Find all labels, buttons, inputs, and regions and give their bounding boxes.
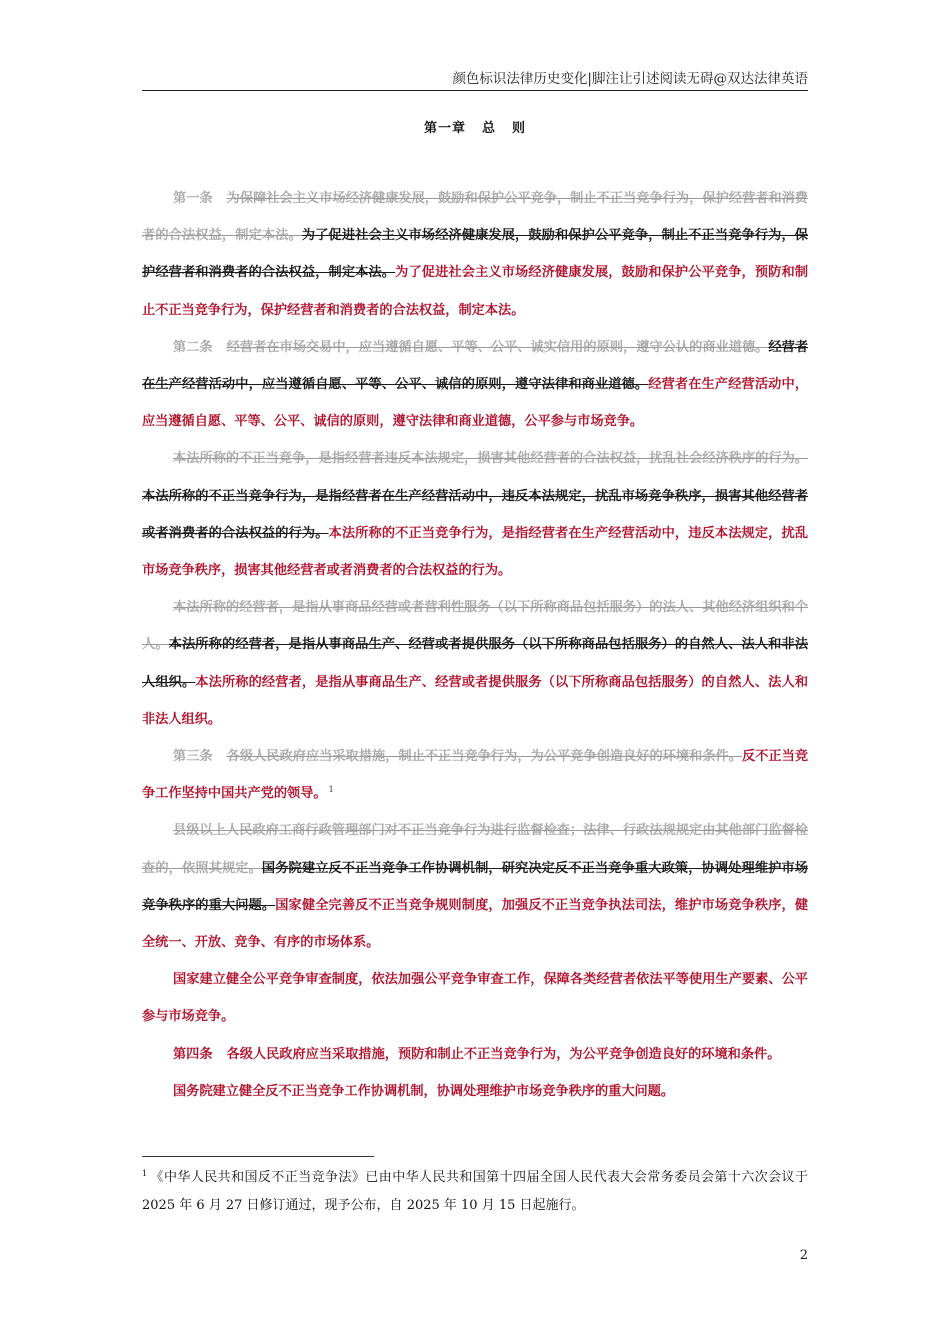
chapter-title-char-1: 总 bbox=[481, 121, 496, 136]
article-2-para-2 bbox=[142, 440, 808, 589]
article-1-deleted-revision: 为了促进社会主义市场经济健康发展，鼓励和保护公平竞争，制止不正当竞争行为，保护经营者和消费者的合法权益，制定本法。 bbox=[142, 228, 808, 281]
footnote-separator bbox=[142, 1156, 374, 1157]
article-3-p2-current: 国家健全完善反不正当竞争规则制度，加强反不正当竞争执法司法，维护市场竞争秩序，健全统一、开放、竞争、有序的市场体系。 bbox=[142, 897, 809, 951]
article-4-label: 第四条 bbox=[173, 1046, 213, 1062]
article-2-p3-current: 本法所称的经营者，是指从事商品生产、经营或者提供服务（以下所称商品包括服务）的自然人、法人和非法人组织。 bbox=[142, 674, 809, 727]
chapter-title-char-2: 则 bbox=[512, 121, 527, 136]
article-3-p2-deleted-revision: 国务院建立反不正当竞争工作协调机制，研究决定反不正当竞争重大政策，协调处理维护市场竞争秩序的重大问题。 bbox=[142, 860, 808, 913]
article-3-p1-current: 反不正当竞争工作坚持中国共产党的领导。 bbox=[142, 749, 809, 802]
article-3-p3-current: 国家建立健全公平竞争审查制度，依法加强公平竞争审查工作，保障各类经营者依法平等使用生产要素、公平参与市场竞争。 bbox=[142, 972, 808, 1025]
article-1-current: 为了促进社会主义市场经济健康发展，鼓励和保护公平竞争，预防和制止不正当竞争行为，保护经营者和消费者的合法权益，制定本法。 bbox=[142, 265, 809, 318]
article-2-p1-deleted-original: 经营者在市场交易中，应当遵循自愿、平等、公平、诚实信用的原则，遵守公认的商业道德。 bbox=[226, 339, 769, 355]
article-1-deleted-original: 为保障社会主义市场经济健康发展，鼓励和保护公平竞争，制止不正当竞争行为，保护经营者和消费者的合法权益，制定本法。 bbox=[142, 191, 808, 244]
article-3-p2-deleted-original: 县级以上人民政府工商行政管理部门对不正当竞争行为进行监督检查；法律、行政法规规定由其他部门监督检查的，依照其规定。 bbox=[142, 823, 808, 876]
article-3-para-3 bbox=[142, 961, 808, 1035]
article-1 bbox=[142, 180, 808, 329]
article-4-p1-current: 各级人民政府应当采取措施，预防和制止不正当竞争行为，为公平竞争创造良好的环境和条件。 bbox=[226, 1046, 781, 1062]
footnote-text: 《中华人民共和国反不正当竞争法》已由中华人民共和国第十四届全国人民代表大会常务委员会第十六次会议于 2025 年 6 月 27 日修订通过，现予公布，自 2025 年 10 月 15 日起施行。 bbox=[142, 1170, 808, 1213]
article-2-p1-current: 经营者在生产经营活动中，应当遵循自愿、平等、公平、诚信的原则，遵守法律和商业道德，公平参与市场竞争。 bbox=[142, 377, 809, 430]
article-2-para-3 bbox=[142, 589, 808, 738]
article-2-p3-deleted-revision: 本法所称的经营者，是指从事商品生产、经营或者提供服务（以下所称商品包括服务）的自然人、法人和非法人组织。 bbox=[142, 637, 809, 690]
document-body bbox=[142, 180, 808, 1110]
article-3-label: 第三条 bbox=[173, 749, 213, 765]
article-2-p2-current: 本法所称的不正当竞争行为，是指经营者在生产经营活动中，违反本法规定，扰乱市场竞争秩序，损害其他经营者或者消费者的合法权益的行为。 bbox=[142, 525, 809, 579]
article-4-p2-current: 国务院建立健全反不正当竞争工作协调机制，协调处理维护市场竞争秩序的重大问题。 bbox=[173, 1083, 675, 1099]
article-2-p2-deleted-original: 本法所称的不正当竞争，是指经营者违反本法规定，损害其他经营者的合法权益，扰乱社会经济秩序的行为。 bbox=[173, 451, 808, 467]
chapter-number: 第一章 bbox=[423, 121, 466, 136]
article-2-p3-deleted-original: 本法所称的经营者，是指从事商品经营或者营利性服务（以下所称商品包括服务）的法人、其他经济组织和个人。 bbox=[142, 600, 808, 653]
article-2-p1-deleted-revision: 经营者在生产经营活动中，应当遵循自愿、平等、公平、诚信的原则，遵守法律和商业道德。 bbox=[142, 339, 809, 393]
article-4-para-1 bbox=[142, 1036, 808, 1073]
footnote bbox=[142, 1164, 808, 1220]
article-2-p2-deleted-revision: 本法所称的不正当竞争行为，是指经营者在生产经营活动中，违反本法规定，扰乱市场竞争秩序，损害其他经营者或者消费者的合法权益的行为。 bbox=[142, 488, 808, 541]
chapter-title bbox=[142, 120, 808, 138]
article-3-p1-deleted-original: 各级人民政府应当采取措施，制止不正当竞争行为，为公平竞争创造良好的环境和条件。 bbox=[226, 749, 742, 765]
article-3-para-2 bbox=[142, 812, 808, 961]
running-header: 颜色标识法律历史变化|脚注让引述阅读无碍@双达法律英语 bbox=[452, 71, 808, 87]
article-2-label: 第二条 bbox=[173, 339, 213, 355]
header-rule bbox=[142, 90, 808, 91]
article-3-para-1 bbox=[142, 738, 808, 812]
article-1-label: 第一条 bbox=[173, 191, 213, 206]
article-4-para-2 bbox=[142, 1073, 808, 1110]
footnote-reference[interactable]: 1 bbox=[328, 784, 334, 794]
page-number: 2 bbox=[799, 1248, 808, 1263]
footnote-number: 1 bbox=[142, 1168, 148, 1178]
article-2-para-1 bbox=[142, 329, 808, 441]
